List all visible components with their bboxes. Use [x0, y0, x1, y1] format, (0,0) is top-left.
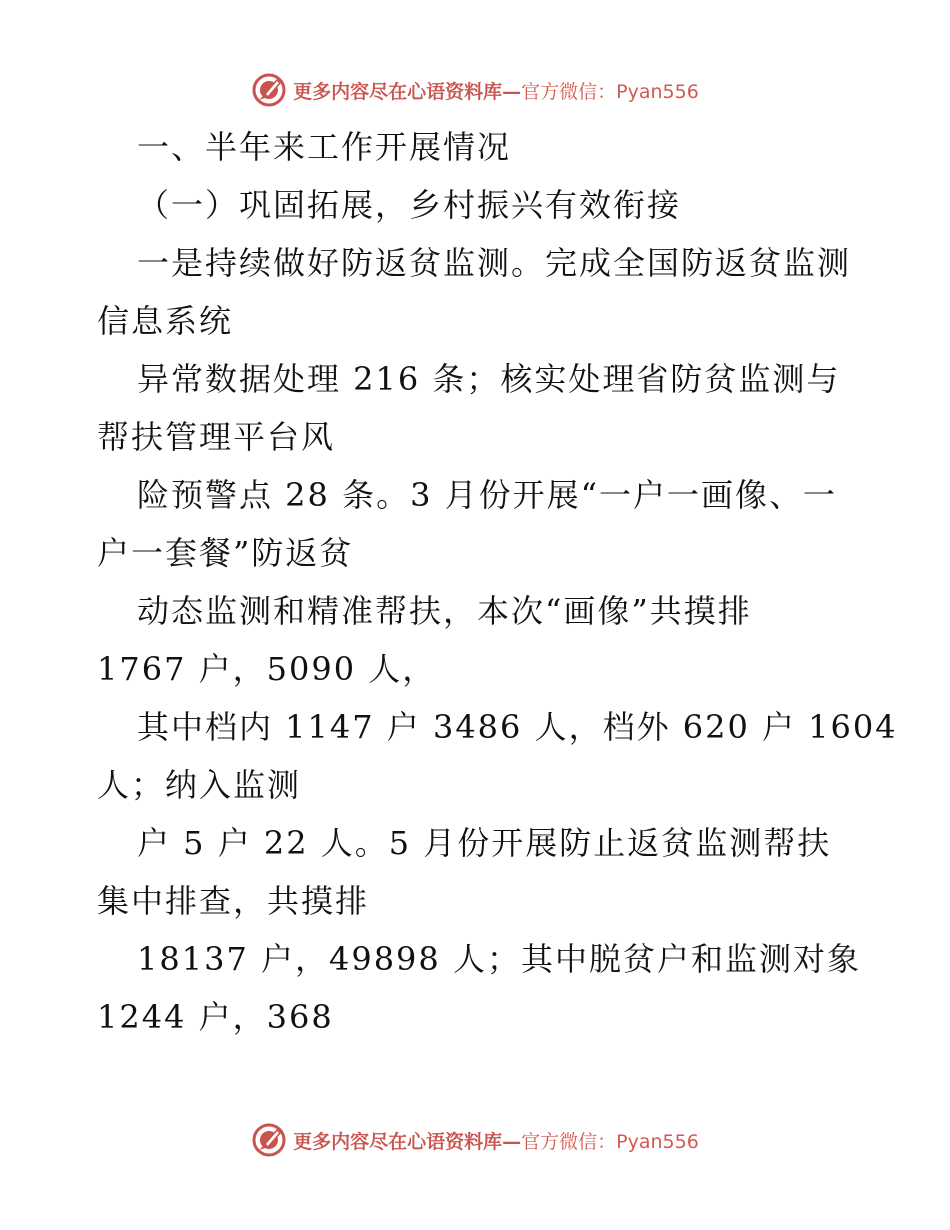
- text-line: 险预警点 28 条。3 月份开展“一户一画像、一: [137, 476, 837, 514]
- text-line: 动态监测和精准帮扶，本次“画像”共摸排: [137, 592, 752, 630]
- text-line: 一、半年来工作开展情况: [137, 128, 512, 166]
- watermark-site-text: 更多内容尽在心语资料库: [293, 80, 503, 103]
- brand-logo-icon: [251, 1122, 287, 1158]
- watermark-dash: —: [502, 80, 522, 103]
- header-watermark: [0, 70, 950, 110]
- brand-logo-icon: [251, 72, 287, 108]
- watermark-text: [293, 1127, 699, 1154]
- watermark-text: [293, 77, 699, 104]
- text-line: 户 5 户 22 人。5 月份开展防止返贫监测帮扶: [137, 824, 832, 862]
- text-line: 信息系统: [97, 302, 234, 340]
- watermark-wechat-text: 官方微信：Pyan556: [521, 1130, 699, 1153]
- text-line: 一是持续做好防返贫监测。完成全国防返贫监测: [137, 244, 852, 282]
- text-line: 1767 户，5090 人，: [97, 650, 437, 688]
- watermark-dash: —: [502, 1130, 522, 1153]
- text-line: 其中档内 1147 户 3486 人，档外 620 户 1604: [137, 708, 898, 746]
- text-line: （一）巩固拓展，乡村振兴有效衔接: [137, 186, 682, 224]
- footer-watermark: [0, 1120, 950, 1160]
- text-line: 集中排查，共摸排: [97, 882, 370, 920]
- text-line: 人；纳入监测: [97, 766, 302, 804]
- text-line: 异常数据处理 216 条；核实处理省防贫监测与: [137, 360, 841, 398]
- watermark-wechat-text: 官方微信：Pyan556: [521, 80, 699, 103]
- text-line: 1244 户，368: [97, 998, 334, 1036]
- document-body: [97, 118, 898, 1046]
- text-line: 18137 户，49898 人；其中脱贫户和监测对象: [137, 940, 861, 978]
- text-line: 户一套餐”防返贫: [97, 534, 354, 572]
- watermark-site-text: 更多内容尽在心语资料库: [293, 1130, 503, 1153]
- text-line: 帮扶管理平台风: [97, 418, 336, 456]
